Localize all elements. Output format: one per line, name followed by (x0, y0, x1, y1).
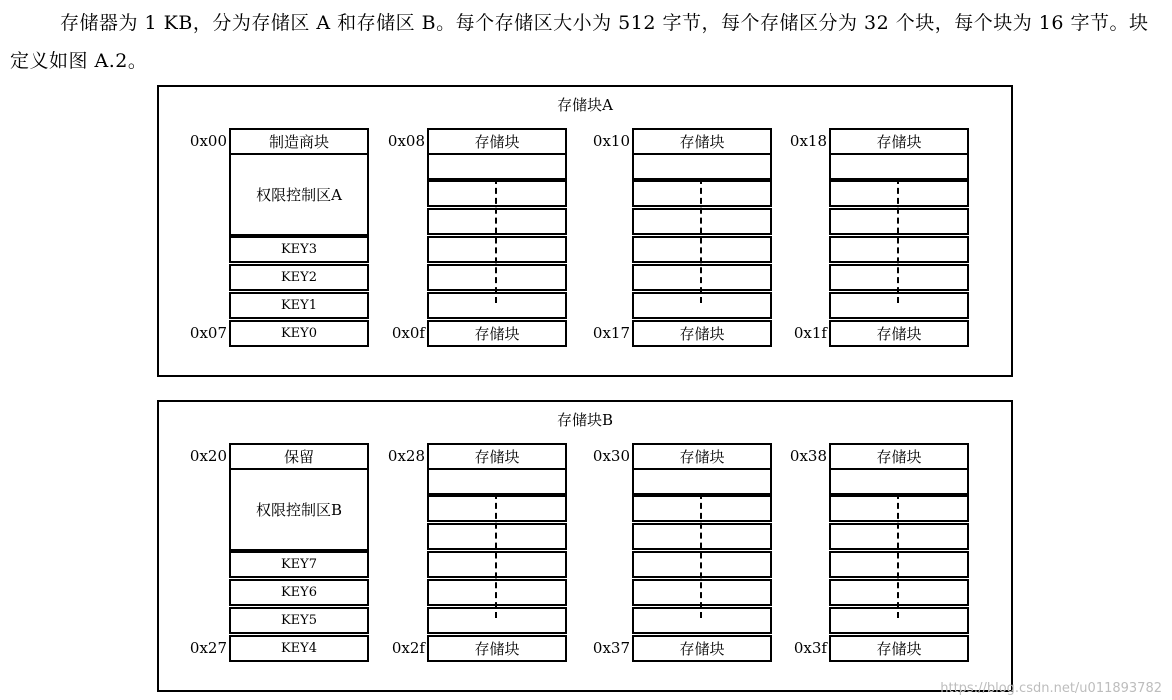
continuation-dashed-line (700, 178, 702, 303)
address-label: 0x00 (189, 132, 227, 150)
empty-block (632, 236, 772, 263)
continuation-dashed-line (495, 493, 497, 618)
access-control-block: 权限控制区A (229, 153, 369, 236)
address-label: 0x0f (391, 324, 425, 342)
intro-paragraph: 存储器为 1 KB，分为存储区 A 和存储区 B。每个存储区大小为 512 字节，每个存储区分为 32 个块，每个块为 16 字节。块定义如图 A.2。 (10, 12, 1149, 72)
storage-block: 存储块 (829, 128, 969, 155)
block-column-1 (387, 443, 567, 662)
empty-block (632, 208, 772, 235)
storage-block: 存储块 (632, 320, 772, 347)
block-column-2 (592, 128, 772, 347)
continuation-dashed-line (700, 493, 702, 618)
empty-block (829, 236, 969, 263)
access-control-block: 权限控制区B (229, 468, 369, 551)
empty-block (829, 153, 969, 180)
address-label: 0x20 (189, 447, 227, 465)
section-title: 存储块B (556, 411, 614, 429)
storage-section-a (157, 85, 1013, 377)
storage-block: 存储块 (427, 443, 567, 470)
storage-block: 存储块 (427, 635, 567, 662)
continuation-dashed-line (897, 493, 899, 618)
section-title: 存储块A (557, 96, 613, 114)
block-column-3 (789, 443, 969, 662)
empty-block (829, 579, 969, 606)
key-block: KEY6 (229, 579, 369, 606)
reserved-block: 保留 (229, 443, 369, 470)
empty-block (632, 579, 772, 606)
block-column-3 (789, 128, 969, 347)
empty-block (427, 236, 567, 263)
empty-block (829, 551, 969, 578)
address-label: 0x08 (387, 132, 425, 150)
empty-block (632, 495, 772, 522)
empty-block (632, 292, 772, 319)
empty-block (829, 468, 969, 495)
key-block: KEY4 (229, 635, 369, 662)
address-label: 0x10 (592, 132, 630, 150)
address-label: 0x30 (592, 447, 630, 465)
empty-block (632, 523, 772, 550)
empty-block (829, 264, 969, 291)
key-block: KEY1 (229, 292, 369, 319)
empty-block (427, 292, 567, 319)
block-column-0 (189, 128, 369, 347)
address-label: 0x37 (592, 639, 630, 657)
empty-block (427, 468, 567, 495)
empty-block (427, 208, 567, 235)
empty-block (632, 264, 772, 291)
address-label: 0x17 (592, 324, 630, 342)
storage-section-b (157, 400, 1013, 692)
block-column-2 (592, 443, 772, 662)
empty-block (829, 523, 969, 550)
address-label: 0x2f (391, 639, 425, 657)
block-column-0 (189, 443, 369, 662)
manufacturer-block: 制造商块 (229, 128, 369, 155)
storage-block: 存储块 (829, 635, 969, 662)
storage-block: 存储块 (829, 443, 969, 470)
empty-block (632, 468, 772, 495)
storage-block: 存储块 (632, 635, 772, 662)
empty-block (427, 607, 567, 634)
storage-block: 存储块 (632, 128, 772, 155)
empty-block (427, 264, 567, 291)
continuation-dashed-line (495, 178, 497, 303)
address-label: 0x3f (793, 639, 827, 657)
empty-block (632, 607, 772, 634)
empty-block (829, 607, 969, 634)
empty-block (829, 208, 969, 235)
empty-block (829, 292, 969, 319)
address-label: 0x07 (189, 324, 227, 342)
watermark: https://blog.csdn.net/u011893782 (940, 681, 1162, 696)
empty-block (427, 523, 567, 550)
address-label: 0x27 (189, 639, 227, 657)
key-block: KEY2 (229, 264, 369, 291)
empty-block (427, 579, 567, 606)
empty-block (427, 495, 567, 522)
empty-block (632, 180, 772, 207)
empty-block (632, 153, 772, 180)
storage-block: 存储块 (427, 320, 567, 347)
empty-block (427, 551, 567, 578)
block-column-1 (387, 128, 567, 347)
continuation-dashed-line (897, 178, 899, 303)
address-label: 0x28 (387, 447, 425, 465)
address-label: 0x18 (789, 132, 827, 150)
key-block: KEY7 (229, 551, 369, 578)
empty-block (427, 180, 567, 207)
empty-block (632, 551, 772, 578)
key-block: KEY5 (229, 607, 369, 634)
storage-block: 存储块 (829, 320, 969, 347)
address-label: 0x1f (793, 324, 827, 342)
empty-block (829, 180, 969, 207)
address-label: 0x38 (789, 447, 827, 465)
empty-block (427, 153, 567, 180)
storage-block: 存储块 (632, 443, 772, 470)
key-block: KEY3 (229, 236, 369, 263)
key-block: KEY0 (229, 320, 369, 347)
storage-block: 存储块 (427, 128, 567, 155)
empty-block (829, 495, 969, 522)
